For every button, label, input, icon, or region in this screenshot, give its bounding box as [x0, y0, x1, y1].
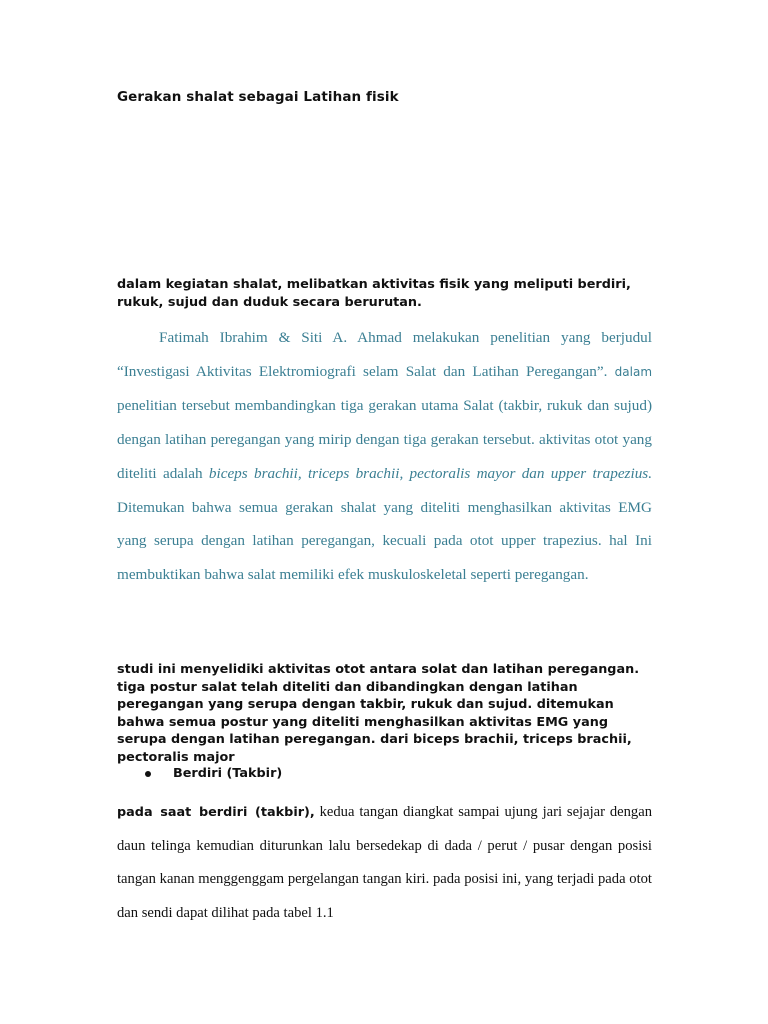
- takbir-lead: pada saat berdiri (takbir),: [117, 805, 315, 820]
- bullet-label: Berdiri (Takbir): [173, 766, 283, 781]
- document-title: Gerakan shalat sebagai Latihan fisik: [117, 89, 399, 105]
- takbir-text: kedua tangan diangkat sampai ujung jari sejajar dengan daun telinga kemudian diturunkan lalu bersedekap di dada / perut / pusar dengan posisi tangan kanan menggenggam pergelangan tangan kiri. pada posisi ini, yang terjadi pada otot dan sendi dapat dilihat pada tabel 1.1: [117, 804, 652, 922]
- study-paragraph: studi ini menyelidiki aktivitas otot antara solat dan latihan peregangan. tiga postur salat telah diteliti dan dibandingkan dengan latihan peregangan yang serupa dengan takbir, rukuk dan sujud. ditemukan bahwa semua postur yang diteliti menghasilkan aktivitas EMG yang serupa dengan latihan peregangan. dari biceps brachii, triceps brachii, pectoralis major: [117, 662, 640, 765]
- muscles-list: biceps brachii, triceps brachii, pectoralis mayor dan upper trapezius.: [208, 464, 652, 482]
- takbir-paragraph: [117, 796, 652, 931]
- research-text-1: Fatimah Ibrahim & Siti A. Ahmad melakukan penelitian yang berjudul “Investigasi Aktivitas Elektromiografi selam Salat dan Latihan Peregangan”.: [117, 329, 652, 380]
- bullet-icon: [145, 771, 151, 777]
- bullet-item-berdiri: [145, 766, 282, 781]
- research-paragraph: [117, 321, 652, 592]
- research-text-3: Ditemukan bahwa semua gerakan shalat yang diteliti menghasilkan aktivitas EMG yang serupa dengan latihan peregangan, kecuali pada otot upper trapezius. hal Ini membuktikan bahwa salat memiliki efek muskuloskeletal seperti peregangan.: [117, 498, 652, 583]
- research-text-2: penelitian tersebut membandingkan tiga gerakan utama Salat (takbir, rukuk dan sujud) dengan latihan peregangan yang mirip dengan tiga gerakan tersebut. aktivitas otot yang diteliti adalah: [117, 397, 652, 482]
- research-inline-word: dalam: [614, 364, 653, 379]
- intro-paragraph: dalam kegiatan shalat, melibatkan aktivitas fisik yang meliputi berdiri, rukuk, sujud dan duduk secara berurutan.: [117, 277, 631, 310]
